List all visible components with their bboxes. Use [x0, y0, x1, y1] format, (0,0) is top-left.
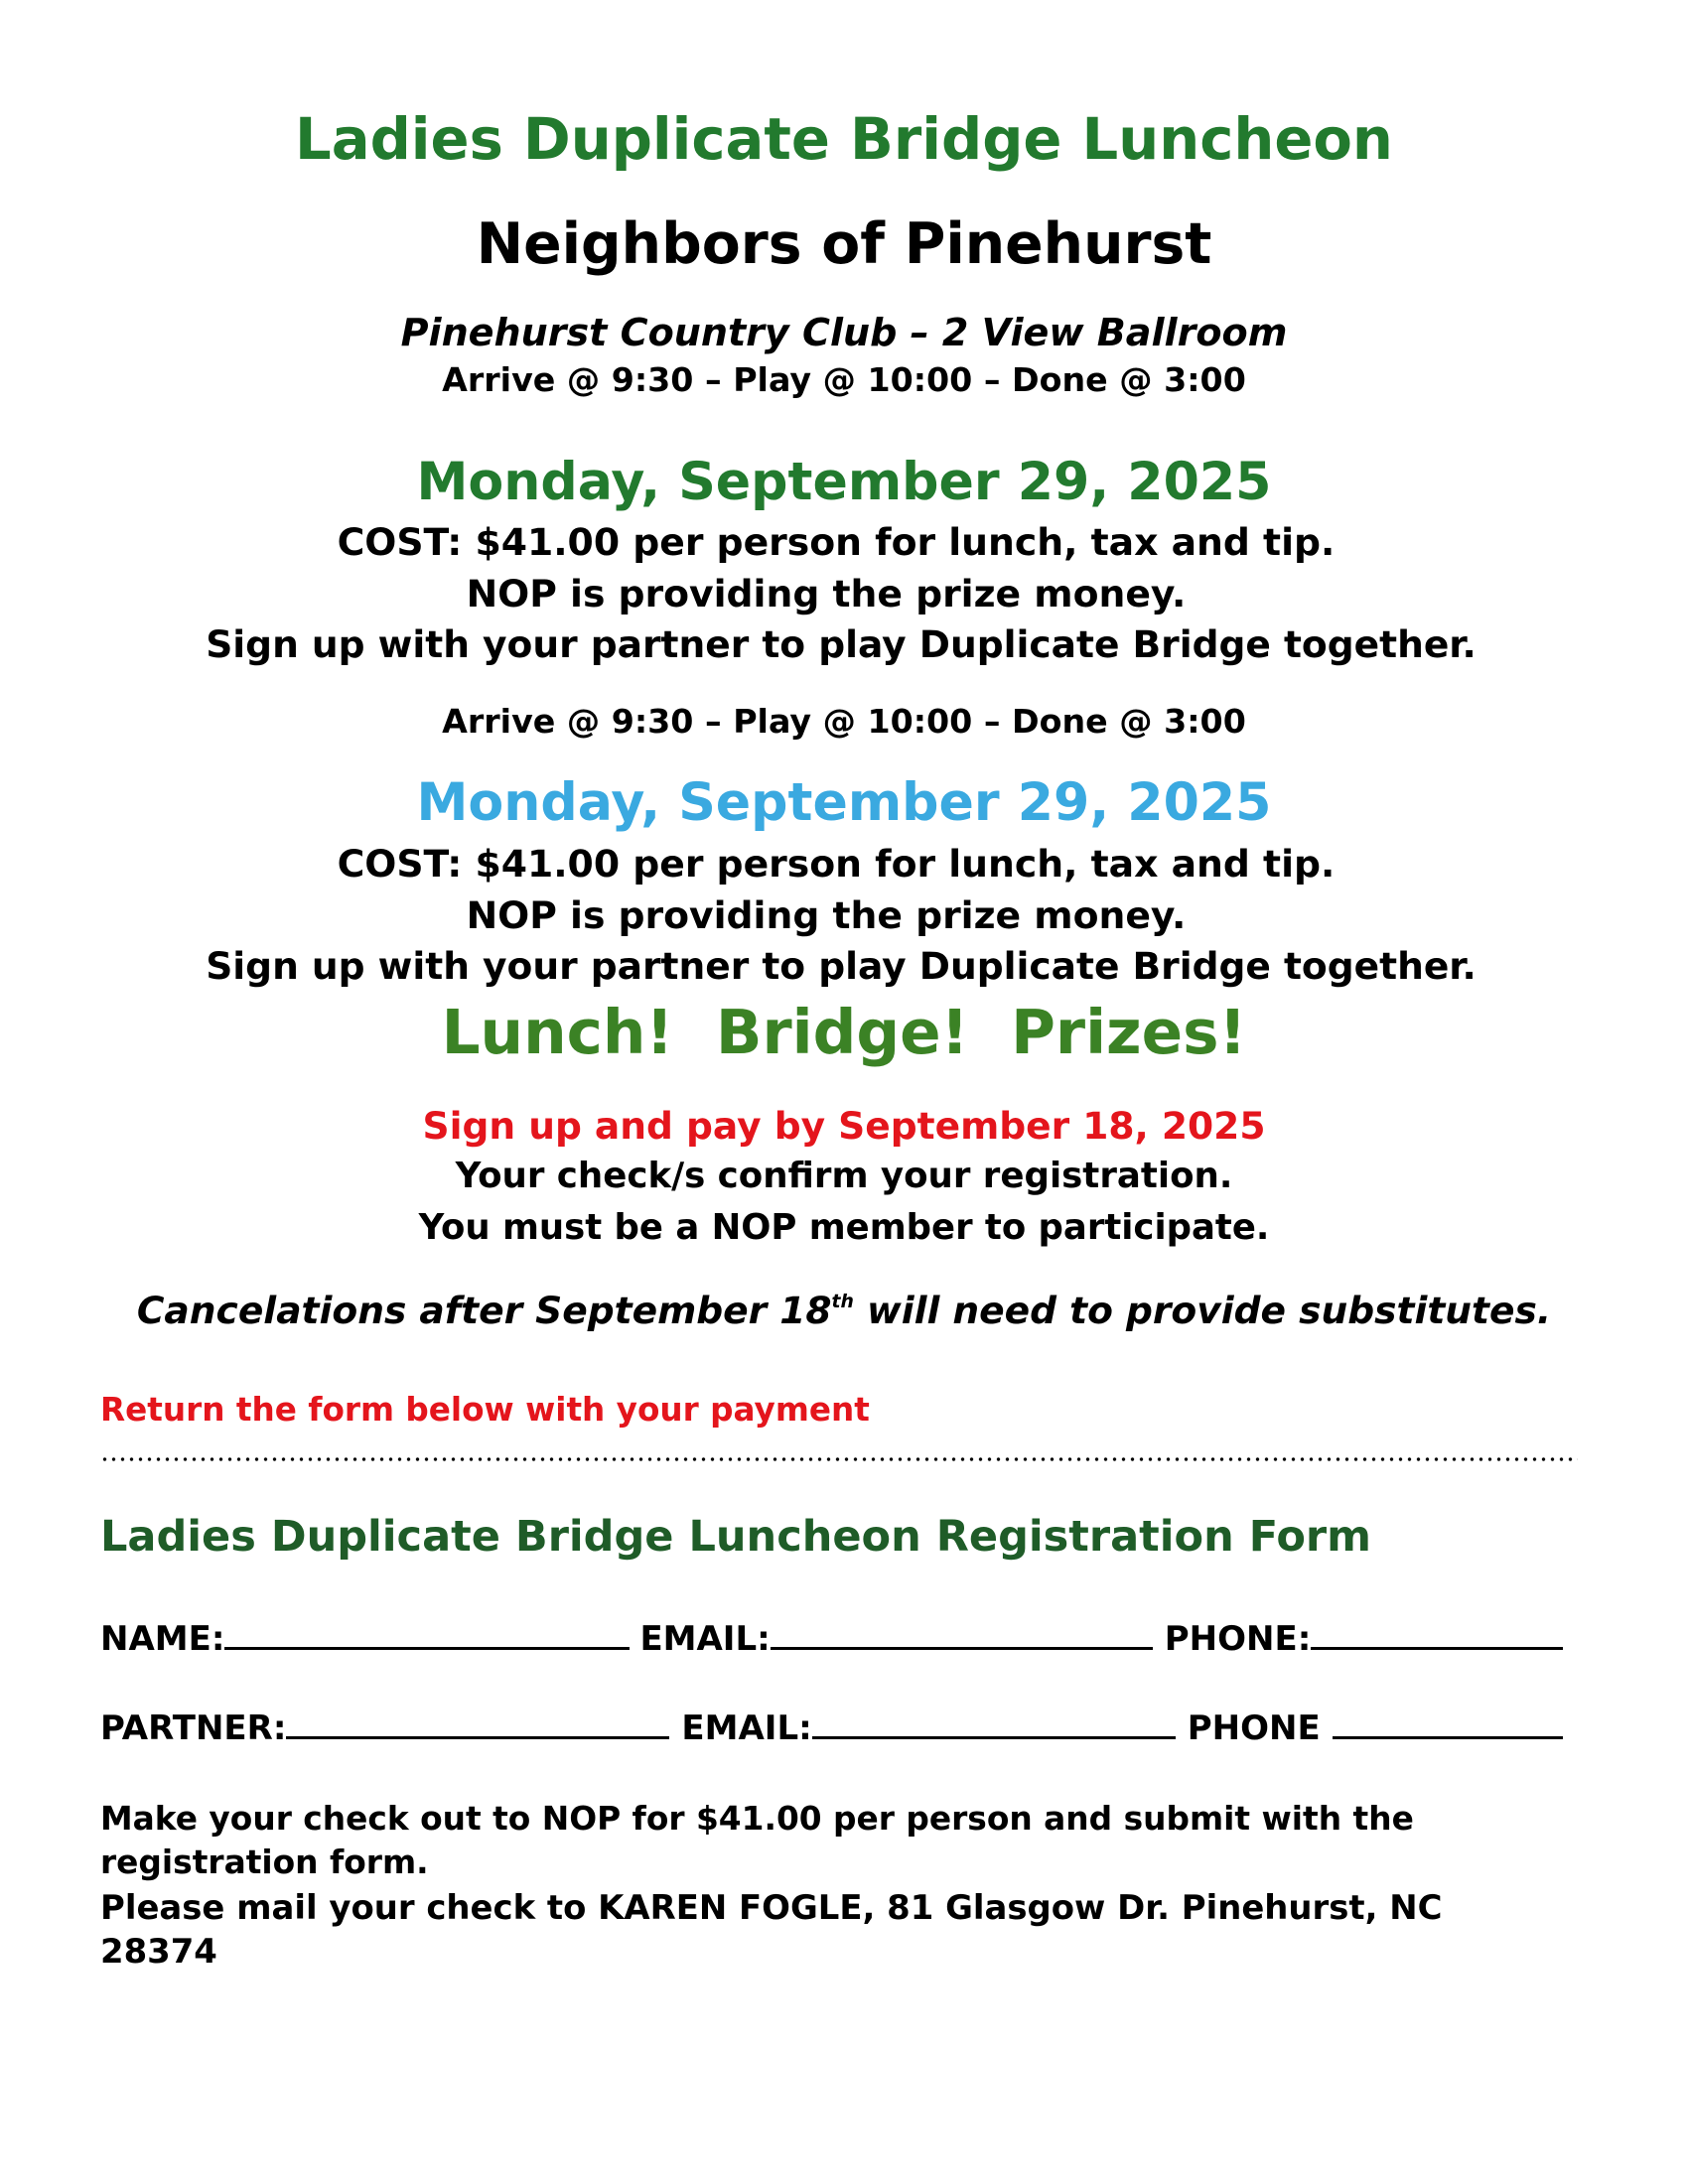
cancelation-text [136, 1289, 1552, 1332]
signup-line [0, 622, 1685, 666]
cost-line-repeat [0, 842, 1680, 886]
name-label: NAME: [100, 1619, 225, 1659]
organization-name-text: Neighbors of Pinehurst [476, 211, 1212, 277]
partner-email-label: EMAIL: [681, 1708, 812, 1748]
phone-field[interactable] [1311, 1646, 1563, 1650]
email-label: EMAIL: [639, 1619, 771, 1659]
name-field[interactable] [224, 1646, 630, 1650]
prize-text: NOP is providing the prize money. [466, 572, 1187, 615]
check-instructions-cont [100, 1843, 429, 1881]
schedule-repeat-text: Arrive @ 9:30 – Play @ 10:00 – Done @ 3:00 [442, 702, 1246, 741]
return-note [100, 1391, 870, 1429]
partner-label: PARTNER: [100, 1708, 287, 1748]
cut-line-divider [100, 1457, 1578, 1461]
email-field[interactable] [771, 1646, 1153, 1650]
prize-line-repeat [0, 893, 1670, 937]
confirm-note [0, 1156, 1688, 1196]
mailing-address-zip [100, 1932, 217, 1971]
schedule [0, 360, 1688, 399]
check-instructions-line-1: Make your check out to NOP for $41.00 per person and submit with the [100, 1800, 1414, 1838]
organization-name [0, 211, 1688, 277]
cancelation-text-end: will need to provide substitutes. [853, 1289, 1552, 1332]
mailing-address [100, 1888, 1443, 1927]
event-date-blue [0, 773, 1688, 833]
flyer-title-text: Ladies Duplicate Bridge Luncheon [295, 106, 1393, 173]
partner-name-field[interactable] [286, 1735, 669, 1739]
signup-line-repeat [0, 944, 1685, 988]
cancelation-text-start: Cancelations after September 18 [136, 1289, 832, 1332]
mailing-address-line-1: Please mail your check to KAREN FOGLE, 81 Glasgow Dr. Pinehurst, NC [100, 1888, 1443, 1927]
partner-email-field[interactable] [812, 1735, 1176, 1739]
partner-row [100, 1708, 1563, 1748]
phone-label: PHONE: [1164, 1619, 1312, 1659]
schedule-text: Arrive @ 9:30 – Play @ 10:00 – Done @ 3:00 [442, 360, 1246, 399]
prize-line [0, 572, 1670, 615]
registrant-row [100, 1619, 1563, 1659]
partner-phone-label: PHONE [1187, 1708, 1333, 1748]
deadline-text: Sign up and pay by September 18, 2025 [422, 1104, 1266, 1148]
event-date-text: Monday, September 29, 2025 [416, 453, 1272, 512]
venue [0, 311, 1688, 354]
cost-text: COST: $41.00 per person for lunch, tax and tip. [337, 520, 1336, 564]
tagline [0, 998, 1688, 1068]
signup-repeat-text: Sign up with your partner to play Duplicate Bridge together. [206, 944, 1477, 988]
confirm-text: Your check/s confirm your registration. [455, 1156, 1233, 1196]
event-date-blue-text: Monday, September 29, 2025 [416, 773, 1272, 833]
check-instructions [100, 1800, 1414, 1838]
venue-text: Pinehurst Country Club – 2 View Ballroom [400, 311, 1288, 354]
membership-note [0, 1207, 1688, 1248]
cost-line [0, 520, 1680, 564]
return-note-text: Return the form below with your payment [100, 1391, 870, 1429]
cost-repeat-text: COST: $41.00 per person for lunch, tax and tip. [337, 842, 1336, 886]
prize-repeat-text: NOP is providing the prize money. [466, 893, 1187, 937]
ordinal-suffix: th [831, 1292, 854, 1313]
membership-text: You must be a NOP member to participate. [418, 1207, 1270, 1248]
check-instructions-line-2: registration form. [100, 1843, 429, 1881]
mailing-address-line-2: 28374 [100, 1932, 217, 1971]
partner-phone-field[interactable] [1333, 1735, 1563, 1739]
signup-text: Sign up with your partner to play Duplicate Bridge together. [206, 622, 1477, 666]
event-date-green [0, 453, 1688, 512]
form-title-text: Ladies Duplicate Bridge Luncheon Registration Form [100, 1512, 1372, 1562]
cancelation-note [0, 1289, 1688, 1332]
flyer-title [0, 106, 1688, 173]
schedule-repeat [0, 702, 1688, 741]
form-title [100, 1512, 1372, 1562]
tagline-text: Lunch! Bridge! Prizes! [441, 998, 1247, 1068]
deadline [0, 1104, 1688, 1148]
